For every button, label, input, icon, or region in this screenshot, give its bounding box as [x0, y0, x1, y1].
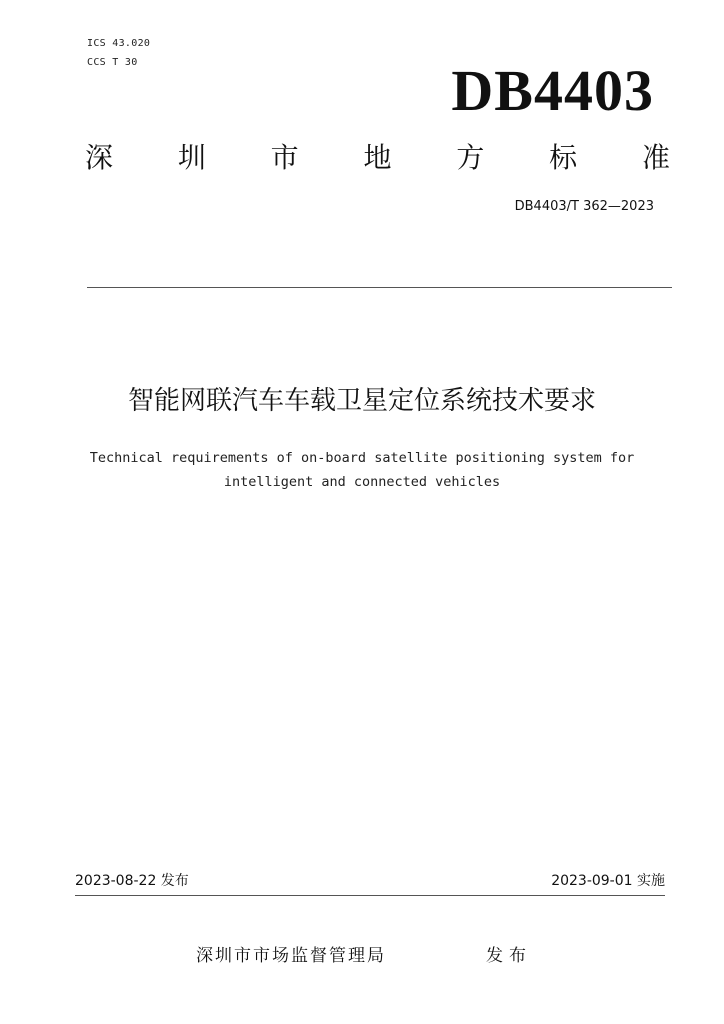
issued-label: 发布	[486, 946, 532, 966]
issuing-authority: 深圳市市场监督管理局	[196, 946, 386, 966]
document-title-english-line1: Technical requirements of on-board satellite positioning system for	[89, 450, 635, 466]
standard-type-heading	[85, 140, 670, 176]
issue-date: 2023-08-22 发布	[75, 873, 189, 889]
standard-number: DB4403/T 362—2023	[514, 199, 654, 214]
standard-type-char: 准	[641, 141, 670, 174]
standard-type-char: 地	[363, 141, 392, 174]
standard-type-char: 深	[85, 141, 114, 174]
standard-type-char: 方	[456, 141, 485, 174]
ics-code: ICS 43.020	[87, 38, 151, 49]
document-title-english-line2: intelligent and connected vehicles	[223, 474, 501, 490]
standard-type-char: 标	[549, 141, 578, 174]
ccs-code: CCS T 30	[87, 57, 138, 68]
standard-logo: DB4403	[451, 58, 654, 123]
header-divider	[87, 287, 672, 288]
standard-type-char: 市	[270, 141, 299, 174]
document-title-chinese: 智能网联汽车车载卫星定位系统技术要求	[127, 386, 596, 416]
standard-type-char: 圳	[177, 141, 206, 174]
footer-divider	[75, 895, 665, 896]
implementation-date: 2023-09-01 实施	[551, 873, 665, 889]
